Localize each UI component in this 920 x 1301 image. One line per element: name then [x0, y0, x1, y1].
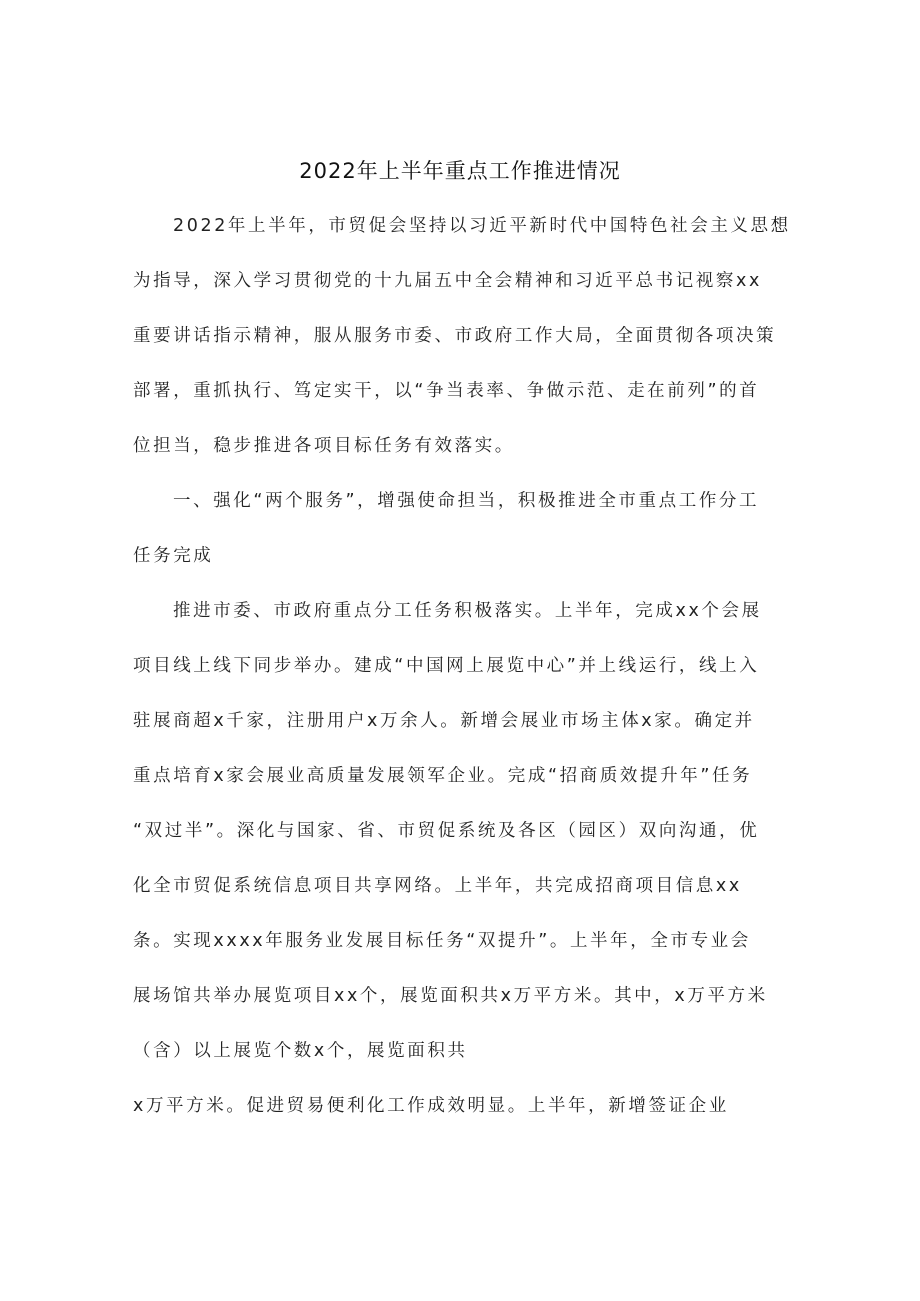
paragraph-line: 化全市贸促系统信息项目共享网络。上半年，共完成招商项目信息xx	[133, 876, 742, 896]
paragraph-line: （含）以上展览个数x个，展览面积共	[133, 1041, 468, 1061]
paragraph-line: 位担当，稳步推进各项目标任务有效落实。	[133, 436, 515, 456]
paragraph-line: 部署，重抓执行、笃定实干，以“争当表率、争做示范、走在前列”的首	[133, 381, 760, 401]
paragraph-line: 展场馆共举办展览项目xx个，展览面积共x万平方米。其中，x万平方米	[133, 986, 768, 1006]
document-title: 2022年上半年重点工作推进情况	[299, 159, 621, 183]
paragraph-line: 2022年上半年，市贸促会坚持以习近平新时代中国特色社会主义思想	[173, 216, 791, 236]
paragraph-line: 驻展商超x千家，注册用户x万余人。新增会展业市场主体x家。确定并	[133, 711, 755, 731]
paragraph-line: 推进市委、市政府重点分工任务积极落实。上半年，完成xx个会展	[173, 601, 762, 621]
paragraph-line: 重要讲话指示精神，服从服务市委、市政府工作大局，全面贯彻各项决策	[133, 326, 777, 346]
paragraph-line: 条。实现xxxx年服务业发展目标任务“双提升”。上半年，全市专业会	[133, 931, 751, 951]
paragraph-line: 任务完成	[133, 546, 214, 566]
paragraph-line: 一、强化“两个服务”，增强使命担当，积极推进全市重点工作分工	[173, 491, 760, 511]
paragraph-line: 重点培育x家会展业高质量发展领军企业。完成“招商质效提升年”任务	[133, 766, 753, 786]
paragraph-line: “双过半”。深化与国家、省、市贸促系统及各区（园区）双向沟通，优	[133, 821, 760, 841]
paragraph-line: 项目线上线下同步举办。建成“中国网上展览中心”并上线运行，线上入	[133, 656, 760, 676]
paragraph-line: x万平方米。促进贸易便利化工作成效明显。上半年，新增签证企业	[133, 1096, 729, 1116]
paragraph-line: 为指导，深入学习贯彻党的十九届五中全会精神和习近平总书记视察xx	[133, 271, 762, 291]
